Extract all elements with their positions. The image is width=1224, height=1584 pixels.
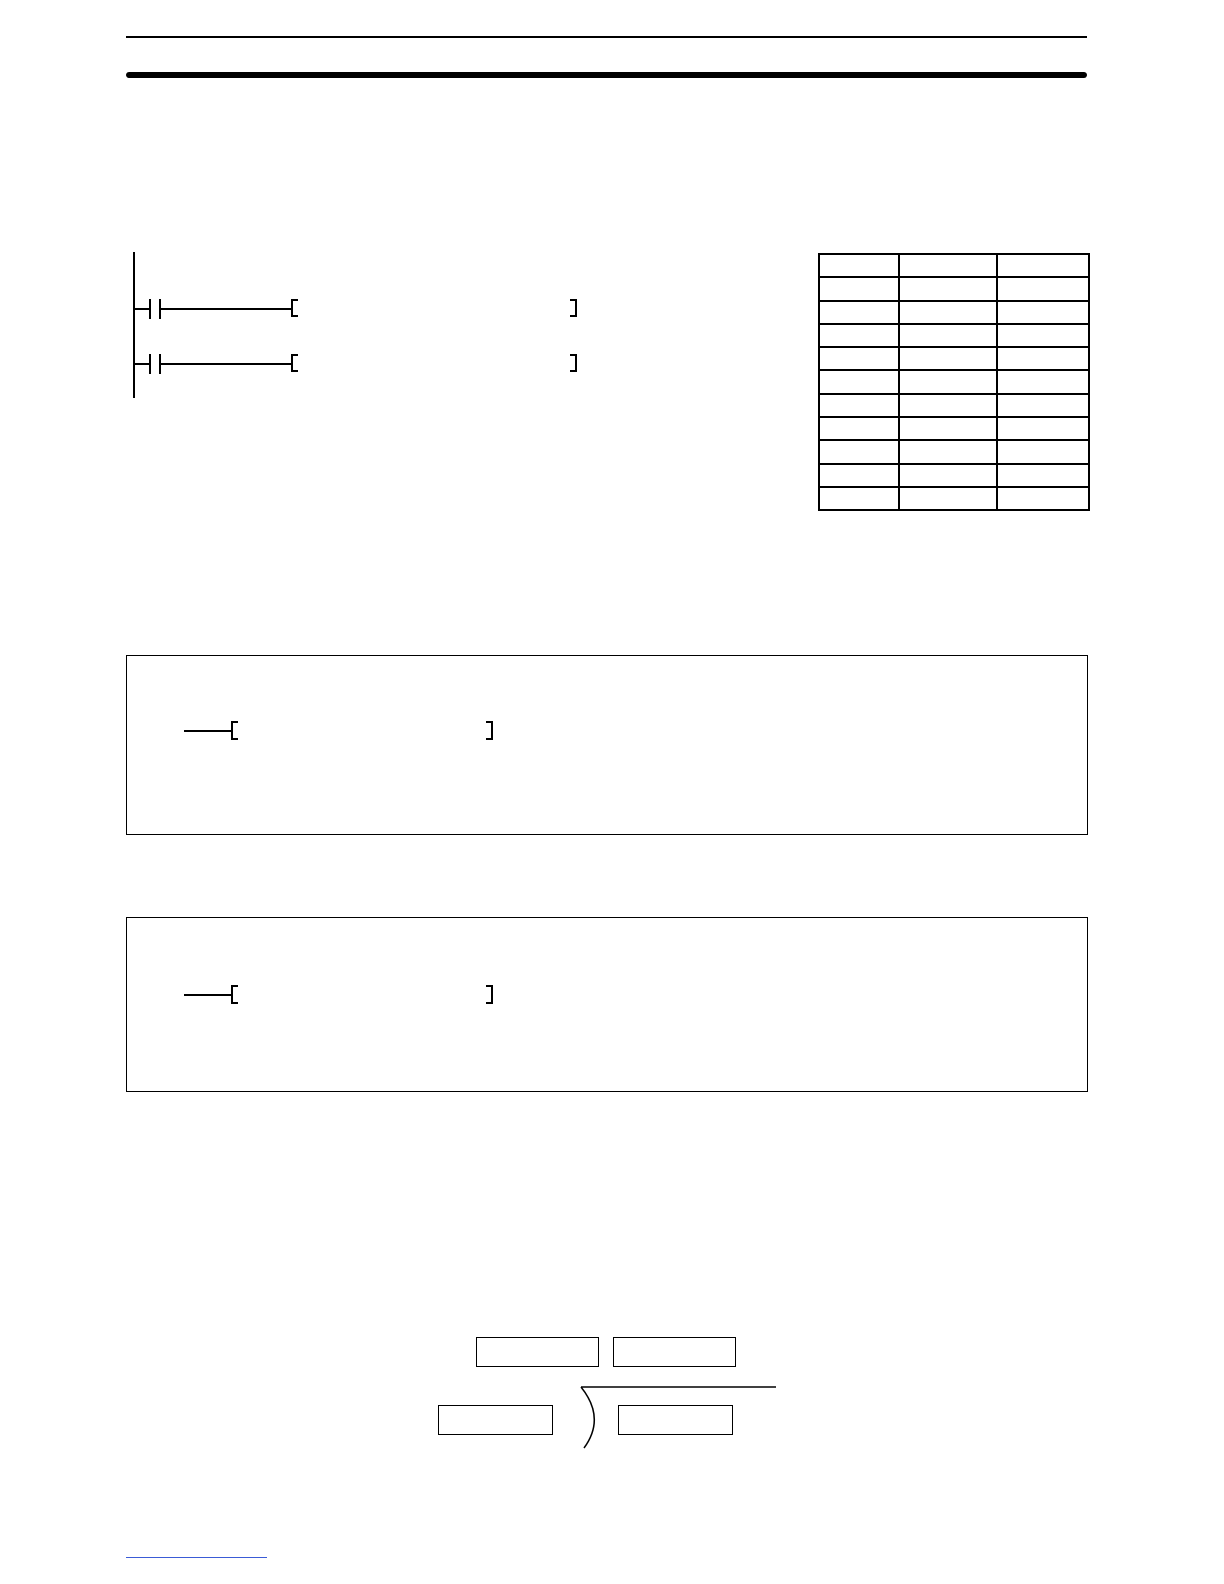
table-cell — [819, 417, 899, 440]
divisor-box — [438, 1405, 553, 1435]
table-cell — [997, 324, 1089, 347]
instruction-close-bracket — [570, 355, 576, 371]
header-thick-rule — [126, 72, 1087, 78]
table-cell — [899, 347, 997, 370]
footer-link-underline[interactable] — [126, 1557, 267, 1558]
table-cell — [899, 254, 997, 277]
table-cell — [819, 394, 899, 417]
ladder-rung-2 — [134, 354, 576, 374]
table-cell — [899, 440, 997, 463]
table-cell — [899, 487, 997, 510]
table-row — [819, 347, 1089, 370]
table-row — [819, 417, 1089, 440]
table-cell — [899, 464, 997, 487]
table-cell — [899, 277, 997, 300]
table-row — [819, 370, 1089, 393]
table-row — [819, 301, 1089, 324]
table-cell — [997, 417, 1089, 440]
table-cell — [997, 277, 1089, 300]
instruction-close-bracket — [570, 300, 576, 316]
ladder-diagram-svg — [120, 248, 720, 408]
table-cell — [997, 301, 1089, 324]
table-row — [819, 394, 1089, 417]
instruction-box-2-symbol — [182, 980, 522, 1020]
table-cell — [819, 324, 899, 347]
table-cell — [997, 254, 1089, 277]
table-row — [819, 324, 1089, 347]
long-division-bracket — [578, 1384, 778, 1454]
table-cell — [899, 301, 997, 324]
instruction-box-1-symbol — [182, 716, 522, 756]
instruction-box-1 — [126, 655, 1088, 835]
instruction-open-bracket — [292, 355, 298, 371]
table-cell — [819, 347, 899, 370]
table-cell — [997, 487, 1089, 510]
table-cell — [997, 347, 1089, 370]
instruction-box-2 — [126, 917, 1088, 1092]
table-cell — [997, 464, 1089, 487]
table-row — [819, 440, 1089, 463]
table-cell — [899, 417, 997, 440]
instruction-open-bracket — [292, 300, 298, 316]
data-table — [818, 253, 1090, 511]
table-cell — [899, 324, 997, 347]
table-cell — [899, 370, 997, 393]
table-cell — [819, 254, 899, 277]
table-row — [819, 277, 1089, 300]
header-thin-rule — [126, 36, 1087, 38]
table-row — [819, 464, 1089, 487]
quotient-upper-box — [476, 1337, 599, 1367]
table-cell — [819, 301, 899, 324]
table-cell — [819, 487, 899, 510]
table-cell — [819, 464, 899, 487]
quotient-lower-box — [613, 1337, 736, 1367]
table-cell — [819, 370, 899, 393]
table-row — [819, 254, 1089, 277]
table-cell — [997, 394, 1089, 417]
table-cell — [819, 277, 899, 300]
table-cell — [819, 440, 899, 463]
table-cell — [997, 440, 1089, 463]
table-row — [819, 487, 1089, 510]
table-cell — [997, 370, 1089, 393]
table-cell — [899, 394, 997, 417]
ladder-rung-1 — [134, 299, 576, 319]
